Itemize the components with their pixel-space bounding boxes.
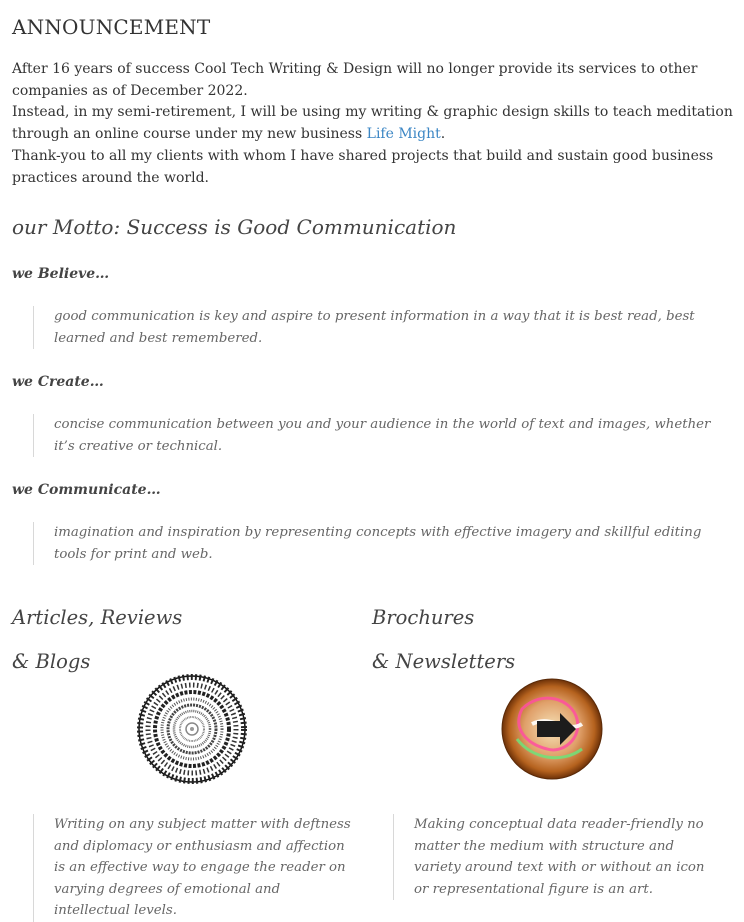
main-content (12, 0, 734, 565)
announcement-line-2-text: Instead, in my semi-retirement, I will be using my writing & graphic design skills to teach meditation through an online course under my new business (12, 104, 733, 143)
announcement-body (12, 59, 734, 189)
value-heading-communicate: we Communicate… (12, 482, 161, 499)
value-heading-create: we Create… (12, 374, 104, 391)
service-articles-title-2: & Blogs (12, 650, 91, 673)
announcement-line-1: After 16 years of success Cool Tech Writing & Design will no longer provide its services to other companies as of December 2022. (12, 61, 698, 99)
service-articles (12, 596, 352, 918)
announcement-line-3: Thank-you to all my clients with whom I have shared projects that build and sustain good business practices around the world. (12, 147, 714, 186)
service-articles-title-1: Articles, Reviews (12, 606, 183, 629)
service-brochures-title-1: Brochures (372, 606, 475, 629)
service-articles-text: Writing on any subject matter with deftness and diplomacy or enthusiasm and affection is an effective way to engage the reader on varying degrees of emotional and intellectual levels. (33, 814, 354, 922)
service-brochures (372, 596, 712, 897)
announcement-title: ANNOUNCEMENT (12, 15, 211, 39)
value-heading-believe: we Believe… (12, 266, 110, 283)
value-quote-create: concise communication between you and your audience in the world of text and images, whether it’s creative or technical. (33, 414, 714, 457)
service-brochures-title-2: & Newsletters (372, 650, 516, 673)
announcement-line-2-end: . (440, 126, 446, 143)
value-quote-believe: good communication is key and aspire to present information in a way that it is best read, best learned and best remembered. (33, 306, 714, 349)
colorful-arrow-orb-icon (372, 674, 712, 784)
service-brochures-text: Making conceptual data reader-friendly no matter the medium with structure and variety around text with or without an icon or representational figure is an art. (393, 814, 714, 900)
text-mandala-icon (12, 674, 352, 784)
life-might-link[interactable]: Life Might (366, 126, 441, 143)
announcement-line-2 (12, 102, 734, 145)
value-quote-communicate: imagination and inspiration by representing concepts with effective imagery and skillful editing tools for print and web. (33, 522, 714, 565)
motto-heading: our Motto: Success is Good Communication (12, 215, 457, 240)
services-section (12, 596, 734, 918)
